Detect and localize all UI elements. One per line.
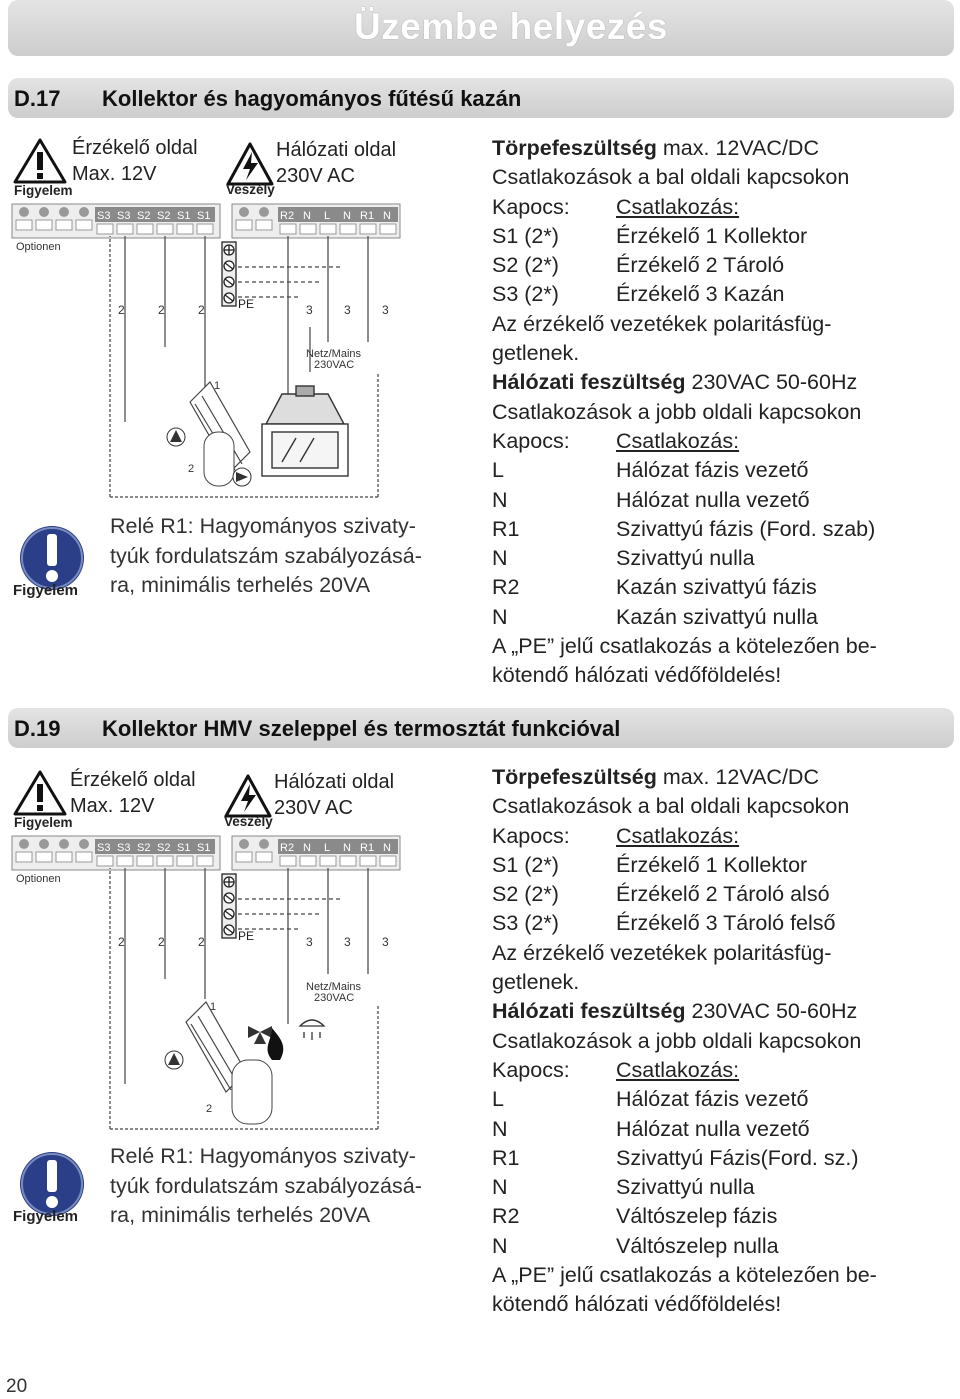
terminal-cell: L xyxy=(492,458,504,483)
terminal-strip-right xyxy=(232,204,400,238)
terminal-label: L xyxy=(324,210,331,222)
connection-cell: Kazán szivattyú fázis xyxy=(616,575,817,600)
terminal-cell: L xyxy=(492,1087,504,1112)
connection-cell: Kazán szivattyú nulla xyxy=(616,604,818,629)
sensor-number: 2 xyxy=(206,1103,213,1115)
terminal-label: N xyxy=(303,842,311,854)
polarity-note: Az érzékelő vezetékek polaritásfüg- xyxy=(492,311,832,336)
table-row xyxy=(492,251,942,280)
column-header-terminal: Kapocs: xyxy=(492,428,570,453)
section-title: Kollektor és hagyományos fűtésű kazán xyxy=(102,86,522,111)
terminal-cell: R1 xyxy=(492,516,520,541)
diverter-valve-icon xyxy=(248,1026,272,1044)
note-line: Relé R1: Hagyományos szivaty- xyxy=(110,1144,416,1168)
sensor-number: 2 xyxy=(188,463,195,475)
terminal-strip-right xyxy=(232,836,400,870)
connection-text-d17 xyxy=(492,134,942,691)
wire-count: 2 xyxy=(118,303,125,317)
connection-cell: Érzékelő 2 Tároló xyxy=(616,253,785,278)
connection-cell: Hálózat nulla vezető xyxy=(616,1116,810,1141)
terminal-label: N xyxy=(303,210,311,222)
wire-count: 3 xyxy=(382,303,389,317)
low-voltage-rating: max. 12VAC/DC xyxy=(656,136,819,160)
connection-cell: Érzékelő 2 Tároló alsó xyxy=(616,882,830,907)
terminal-label: S1 xyxy=(177,842,191,854)
connection-cell: Szivattyú nulla xyxy=(616,546,755,571)
table-row xyxy=(492,280,942,309)
terminal-cell: R2 xyxy=(492,575,520,600)
low-voltage-connections: Csatlakozások a bal oldali kapcsokon xyxy=(492,794,850,819)
mains-voltage-heading: Hálózati feszültség xyxy=(492,370,686,395)
table-row xyxy=(492,603,942,632)
section-number: D.19 xyxy=(14,716,61,741)
wire-count: 3 xyxy=(306,303,313,317)
mains-label: Netz/Mains xyxy=(306,981,362,993)
terminal-cell: N xyxy=(492,604,508,629)
column-header-terminal: Kapocs: xyxy=(492,194,570,219)
connection-cell: Hálózat nulla vezető xyxy=(616,487,810,512)
wire-count: 2 xyxy=(198,935,205,949)
terminal-cell: S3 (2*) xyxy=(492,911,559,936)
pe-ground-terminals xyxy=(222,242,236,306)
terminal-cell: S2 (2*) xyxy=(492,253,559,278)
connection-cell: Hálózat fázis vezető xyxy=(616,458,809,483)
terminal-label: S2 xyxy=(157,210,171,222)
sensor-side-label: Érzékelő oldal xyxy=(72,137,198,159)
pe-note: kötendő hálózati védőföldelés! xyxy=(492,1292,782,1317)
terminal-label: N xyxy=(343,842,351,854)
terminal-label: S2 xyxy=(157,842,171,854)
wiring-diagram-svg xyxy=(10,132,480,502)
sensor-number: 1 xyxy=(210,1001,217,1013)
table-row xyxy=(492,515,942,544)
table-header xyxy=(492,822,942,851)
table-row xyxy=(492,851,942,880)
low-voltage-connections: Csatlakozások a bal oldali kapcsokon xyxy=(492,165,850,190)
connection-cell: Szivattyú Fázis(Ford. sz.) xyxy=(616,1145,859,1170)
polarity-note: getlenek. xyxy=(492,341,580,366)
polarity-note: getlenek. xyxy=(492,970,580,995)
mains-voltage-heading: Hálózati feszültség xyxy=(492,999,686,1024)
warning-label: Figyelem xyxy=(14,815,73,830)
terminal-cell: R2 xyxy=(492,1204,520,1229)
column-header-terminal: Kapocs: xyxy=(492,823,570,848)
terminal-cell: S1 (2*) xyxy=(492,223,559,248)
terminal-label: R1 xyxy=(360,842,375,854)
low-voltage-heading: Törpefeszültség xyxy=(492,136,657,160)
terminal-cell: N xyxy=(492,487,508,512)
column-header-connection: Csatlakozás: xyxy=(616,1057,740,1082)
sensor-side-voltage: Max. 12V xyxy=(72,163,157,185)
connection-cell: Váltószelep nulla xyxy=(616,1233,779,1258)
terminal-label: R2 xyxy=(280,210,295,222)
mains-label: Netz/Mains xyxy=(306,348,362,360)
pump-icon xyxy=(165,1051,183,1069)
terminal-cell: N xyxy=(492,1233,508,1258)
terminal-label: N xyxy=(343,210,351,222)
connection-cell: Szivattyú nulla xyxy=(616,1175,755,1200)
wiring-diagram-d19 xyxy=(10,764,480,1139)
table-row xyxy=(492,1115,942,1144)
note-line: tyúk fordulatszám szabályozásá- xyxy=(110,1173,422,1198)
mains-connections: Csatlakozások a jobb oldali kapcsokon xyxy=(492,399,862,424)
mains-side-label: Hálózati oldal xyxy=(276,139,397,161)
polarity-note: Az érzékelő vezetékek polaritásfüg- xyxy=(492,940,832,965)
warning-triangle-icon xyxy=(15,140,65,182)
low-voltage-heading: Törpefeszültség xyxy=(492,765,657,789)
table-row xyxy=(492,880,942,909)
page-number: 20 xyxy=(6,1376,28,1397)
connection-cell: Érzékelő 1 Kollektor xyxy=(616,223,808,248)
mains-side-voltage: 230V AC xyxy=(276,165,355,187)
mains-connections: Csatlakozások a jobb oldali kapcsokon xyxy=(492,1028,862,1053)
table-row xyxy=(492,486,942,515)
terminal-label: S3 xyxy=(117,210,131,222)
table-row xyxy=(492,909,942,938)
terminal-label: N xyxy=(383,210,391,222)
wire-count: 3 xyxy=(382,935,389,949)
terminal-label: S1 xyxy=(197,842,211,854)
terminal-label: S3 xyxy=(117,842,131,854)
connection-text-d19 xyxy=(492,763,942,1320)
boiler-icon xyxy=(262,386,348,476)
sensor-side-voltage: Max. 12V xyxy=(70,795,155,817)
wire-count: 3 xyxy=(344,935,351,949)
note-box-d19 xyxy=(10,1142,480,1232)
wire-count: 2 xyxy=(158,935,165,949)
shower-icon xyxy=(300,1020,324,1040)
note-line: tyúk fordulatszám szabályozásá- xyxy=(110,543,422,568)
danger-label: Veszély xyxy=(224,814,273,829)
wire-count: 3 xyxy=(306,935,313,949)
optionen-label: Optionen xyxy=(16,873,61,885)
sensor-number: 1 xyxy=(214,380,221,392)
pe-ground-terminals xyxy=(222,874,236,938)
header-bar xyxy=(8,0,954,56)
table-row xyxy=(492,1173,942,1202)
terminal-cell: S2 (2*) xyxy=(492,882,559,907)
column-header-connection: Csatlakozás: xyxy=(616,194,740,219)
table-row xyxy=(492,1144,942,1173)
terminal-label: S1 xyxy=(177,210,191,222)
note-label: Figyelem xyxy=(13,582,79,599)
pe-label: PE xyxy=(238,929,255,943)
table-row xyxy=(492,1202,942,1231)
column-header-connection: Csatlakozás: xyxy=(616,823,740,848)
table-row xyxy=(492,222,942,251)
note-label: Figyelem xyxy=(13,1208,79,1225)
connection-cell: Váltószelep fázis xyxy=(616,1204,778,1229)
terminal-label: R2 xyxy=(280,842,295,854)
terminal-cell: S1 (2*) xyxy=(492,852,559,877)
terminal-label: S3 xyxy=(97,210,111,222)
table-row xyxy=(492,544,942,573)
wire-count: 3 xyxy=(344,303,351,317)
terminal-strip-left xyxy=(12,836,220,870)
column-header-terminal: Kapocs: xyxy=(492,1057,570,1082)
table-row xyxy=(492,1085,942,1114)
note-line: Relé R1: Hagyományos szivaty- xyxy=(110,514,416,538)
wiring-diagram-d17 xyxy=(10,132,480,507)
mains-side-label: Hálózati oldal xyxy=(274,771,395,793)
terminal-cell: N xyxy=(492,546,508,571)
mains-voltage-rating: 230VAC 50-60Hz xyxy=(685,999,858,1024)
pump-icon xyxy=(167,428,185,446)
connection-cell: Szivattyú fázis (Ford. szab) xyxy=(616,516,876,541)
terminal-label: S2 xyxy=(137,210,151,222)
terminal-cell: S3 (2*) xyxy=(492,282,559,307)
note-text xyxy=(110,512,480,601)
pe-note: A „PE” jelű csatlakozás a kötelezően be- xyxy=(492,1263,877,1288)
pe-note: kötendő hálózati védőföldelés! xyxy=(492,663,782,688)
section-bar-d19 xyxy=(8,708,954,748)
terminal-label: S2 xyxy=(137,842,151,854)
table-header xyxy=(492,427,942,456)
pump-icon xyxy=(233,468,251,486)
wire-count: 2 xyxy=(118,935,125,949)
column-header-connection: Csatlakozás: xyxy=(616,428,740,453)
storage-tank-icon xyxy=(232,1060,272,1124)
table-row xyxy=(492,573,942,602)
wiring-diagram-svg xyxy=(10,764,480,1134)
terminal-label: S3 xyxy=(97,842,111,854)
optionen-label: Optionen xyxy=(16,241,61,253)
section-title: Kollektor HMV szeleppel és termosztát funkcióval xyxy=(102,716,621,741)
table-row xyxy=(492,456,942,485)
connection-cell: Érzékelő 3 Kazán xyxy=(616,282,785,307)
note-line: ra, minimális terhelés 20VA xyxy=(110,1203,371,1227)
connection-cell: Hálózat fázis vezető xyxy=(616,1087,809,1112)
danger-lightning-icon xyxy=(226,776,270,816)
table-row xyxy=(492,1232,942,1261)
terminal-label: S1 xyxy=(197,210,211,222)
wire-count: 2 xyxy=(158,303,165,317)
pe-note: A „PE” jelű csatlakozás a kötelezően be- xyxy=(492,634,877,659)
connection-cell: Érzékelő 3 Tároló felső xyxy=(616,911,836,936)
terminal-label: N xyxy=(383,842,391,854)
terminal-cell: R1 xyxy=(492,1145,520,1170)
section-bar-d17 xyxy=(8,78,954,118)
sensor-side-label: Érzékelő oldal xyxy=(70,769,196,791)
mains-voltage-label: 230VAC xyxy=(314,992,355,1004)
terminal-label: L xyxy=(324,842,331,854)
table-header xyxy=(492,193,942,222)
storage-tank-icon xyxy=(204,432,234,486)
note-box-d17 xyxy=(10,512,480,602)
warning-label: Figyelem xyxy=(14,183,73,198)
terminal-label: R1 xyxy=(360,210,375,222)
terminal-cell: N xyxy=(492,1175,508,1200)
terminal-cell: N xyxy=(492,1116,508,1141)
page-title: Üzembe helyezés xyxy=(354,6,668,47)
low-voltage-rating: max. 12VAC/DC xyxy=(656,765,819,789)
wire-count: 2 xyxy=(198,303,205,317)
terminal-strip-left xyxy=(12,204,220,238)
mains-side-voltage: 230V AC xyxy=(274,797,353,819)
mains-voltage-label: 230VAC xyxy=(314,359,355,371)
danger-label: Veszély xyxy=(226,182,275,197)
warning-triangle-icon xyxy=(15,772,65,814)
pe-label: PE xyxy=(238,297,255,311)
section-number: D.17 xyxy=(14,86,61,111)
connection-cell: Érzékelő 1 Kollektor xyxy=(616,852,808,877)
danger-lightning-icon xyxy=(228,144,272,184)
mains-voltage-rating: 230VAC 50-60Hz xyxy=(685,370,858,395)
table-header xyxy=(492,1056,942,1085)
note-line: ra, minimális terhelés 20VA xyxy=(110,573,371,597)
note-text xyxy=(110,1142,480,1231)
